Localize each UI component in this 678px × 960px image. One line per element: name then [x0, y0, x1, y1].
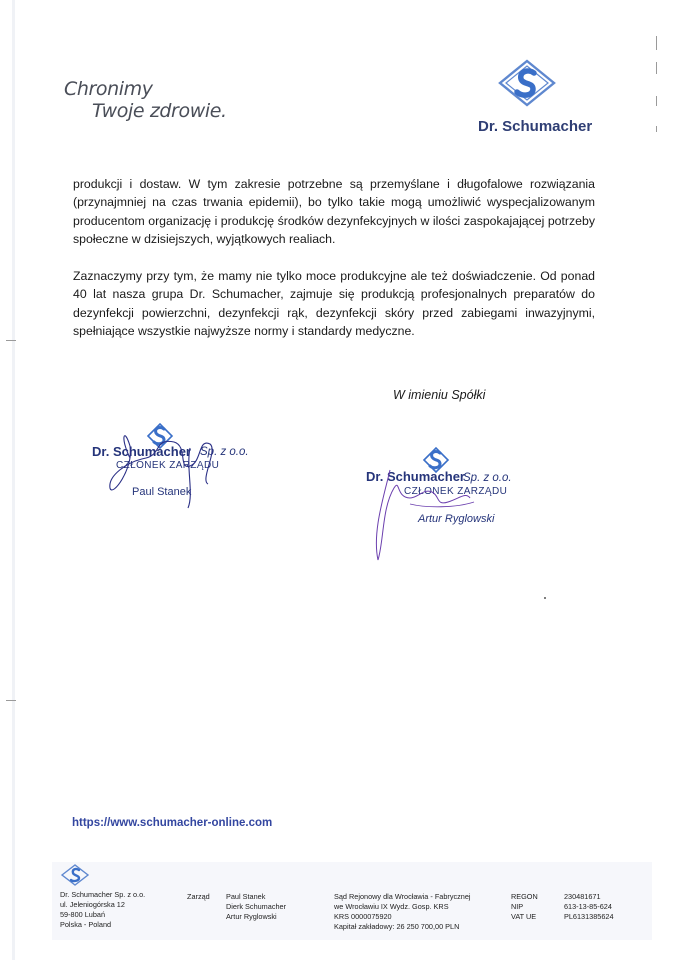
scan-mark: [656, 36, 657, 50]
handwritten-signature-2: [366, 448, 526, 568]
signature-stamp-1: [90, 418, 280, 508]
scan-mark: [6, 340, 16, 341]
signature-stamp-2: [366, 448, 526, 568]
stamp-name-1: Paul Stanek: [132, 486, 192, 498]
stamp-role-1: CZŁONEK ZARZĄDU: [116, 460, 220, 471]
slogan-line-1: Chronimy: [64, 78, 153, 100]
footer-nip-value: 613-13-85-624: [564, 902, 612, 911]
company-logo: [476, 58, 606, 138]
footer-board-label-text: Zarząd: [187, 892, 210, 901]
body-paragraph-2: Zaznaczymy przy tym, że mamy nie tylko moce produkcyjne ale też doświadczenie. Od ponad 40 lat nasza grupa Dr. Schumacher, zajmuje się produkcją profesjonalnych preparatów do dezynfekcji powierzchni, dezynfekcji rąk, dezynfekcji skóry przed zabiegami inwazyjnymi, spełniające wszystkie najwyższe normy i standardy medyczne.: [73, 269, 595, 339]
footer-board-member: Paul Stanek: [226, 892, 266, 901]
stamp-role-2: CZŁONEK ZARZĄDU: [404, 486, 508, 497]
footer: [52, 862, 652, 940]
slogan-line-2: Twoje zdrowie.: [92, 100, 227, 122]
footer-vat-value: PL6131385624: [564, 912, 614, 921]
stamp-name-2: Artur Ryglowski: [418, 513, 495, 525]
closing-line: W imieniu Spółki: [393, 388, 486, 402]
footer-street: ul. Jeleniogórska 12: [60, 900, 125, 909]
footer-company: Dr. Schumacher Sp. z o.o.: [60, 890, 146, 899]
footer-country: Polska - Poland: [60, 920, 112, 929]
footer-registry: [334, 892, 471, 932]
handwritten-signature-1: [90, 418, 280, 508]
footer-city: 59-800 Lubań: [60, 910, 106, 919]
logo-eye-icon: [498, 58, 556, 108]
scan-mark: [656, 62, 657, 74]
footer-krs: KRS 0000075920: [334, 912, 392, 921]
scan-dot: [544, 597, 546, 599]
footer-court-line-1: Sąd Rejonowy dla Wrocławia - Fabrycznej: [334, 892, 471, 901]
slogan: [64, 78, 227, 122]
website-link[interactable]: https://www.schumacher-online.com: [72, 817, 273, 829]
stamp-suffix-1: Sp. z o.o.: [200, 446, 249, 458]
scan-mark: [6, 700, 16, 701]
page-left-edge: [12, 0, 15, 960]
body-paragraph-1: produkcji i dostaw. W tym zakresie potrzebne są przemyślane i długofalowe rozwiązania (przynajmniej na czas trwania epidemii), bo tylko takie mogą umożliwić wyspecjalizowanym producentom organizację i produkcję środków dezynfekcyjnych w ilości zaspokajającej potrzeby społeczne w dzisiejszych, wyjątkowych realiach.: [73, 177, 595, 247]
footer-regon-label: REGON: [511, 892, 538, 901]
footer-board-member: Artur Ryglowski: [226, 912, 277, 921]
scan-mark: [656, 96, 657, 106]
footer-id-values: [564, 892, 614, 922]
footer-capital: Kapitał zakładowy: 26 250 700,00 PLN: [334, 922, 460, 931]
footer-nip-label: NIP: [511, 902, 524, 911]
footer-logo-icon: [60, 864, 90, 886]
footer-address: [60, 890, 145, 930]
footer-board-members: [226, 892, 286, 922]
footer-board-label: [187, 892, 210, 902]
scan-mark: [656, 126, 657, 132]
footer-vat-label: VAT UE: [511, 912, 537, 921]
footer-regon-value: 230481671: [564, 892, 601, 901]
footer-id-labels: [511, 892, 538, 922]
footer-board-member: Dierk Schumacher: [226, 902, 287, 911]
stamp-company-2: Dr. Schumacher: [366, 469, 465, 484]
stamp-suffix-2: Sp. z o.o.: [463, 472, 512, 484]
logo-wordmark: Dr. Schumacher: [478, 118, 593, 135]
footer-court-line-2: we Wrocławiu IX Wydz. Gosp. KRS: [334, 902, 449, 911]
stamp-company-1: Dr. Schumacher: [92, 444, 191, 459]
